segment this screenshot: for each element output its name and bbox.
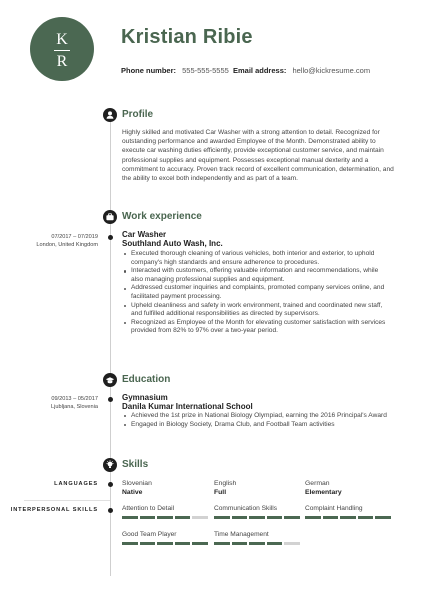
skill-rating-segment — [323, 516, 339, 519]
monogram-avatar — [30, 17, 94, 81]
skill-rating-segment — [340, 516, 356, 519]
skill-rating-segment — [157, 516, 173, 519]
list-item: Upheld cleanliness and safety in work environment, trained and coordinated new staff, and fulfilled additional responsibilities as directed by supervisors. — [122, 302, 390, 319]
monogram-initial-first: K — [56, 31, 68, 48]
monogram-initial-last: R — [56, 53, 68, 70]
skill-name: Attention to Detail — [122, 505, 175, 512]
briefcase-icon — [103, 210, 117, 224]
list-item: Engaged in Biology Society, Drama Club, and Football Team activities — [122, 421, 390, 430]
profile-person-icon — [103, 108, 117, 122]
work-dates: 07/2017 – 07/2019 — [51, 234, 98, 240]
education-location: Ljubljana, Slovenia — [51, 404, 98, 410]
skill-rating-segment — [375, 516, 391, 519]
education-timeline-dot — [108, 397, 113, 402]
work-location: London, United Kingdom — [36, 242, 98, 248]
profile-heading: Profile — [122, 109, 154, 120]
languages-label: LANGUAGES — [54, 481, 98, 487]
skill-rating-segment — [284, 516, 300, 519]
skill-name: Complaint Handling — [305, 505, 363, 512]
profile-summary: Highly skilled and motivated Car Washer with a strong attention to detail. Recognized for outstanding performance and awarded Employee of the Month. Demonstrated ability to execute car washing duties efficiently, provide exceptional customer service, and maintain professional supplies and equipment. Possesses exceptional manual dexterity and a commitment to accuracy. Proven track record of excellent communication, determination, and the ability to excel both independently and as part of a team. — [122, 129, 394, 183]
skill-rating-segment — [157, 542, 173, 545]
work-bullet-list — [122, 250, 390, 336]
skill-rating-segment — [284, 542, 300, 545]
education-dates: 09/2013 – 05/2017 — [51, 396, 98, 402]
language-name: English — [214, 480, 237, 487]
list-item: Recognized as Employee of the Month for elevating customer satisfaction with services provided from 82% to 97% over a two-year period. — [122, 319, 390, 336]
skill-rating-bar — [305, 516, 391, 519]
skill-rating-segment — [122, 542, 138, 545]
education-bullet-list — [122, 412, 390, 429]
language-item — [214, 479, 236, 497]
skill-rating-bar — [214, 516, 300, 519]
skill-rating-segment — [249, 516, 265, 519]
email-value[interactable]: hello@kickresume.com — [292, 66, 371, 75]
skill-rating-segment — [267, 516, 283, 519]
skill-rating-segment — [249, 542, 265, 545]
list-item: Addressed customer inquiries and complaints, promoted company services online, and facilitated payment processing. — [122, 284, 390, 301]
skill-rating-bar — [122, 516, 208, 519]
skill-rating-segment — [175, 516, 191, 519]
skills-divider — [24, 500, 110, 501]
education-heading: Education — [122, 374, 171, 385]
skill-rating-segment — [214, 542, 230, 545]
degree-title: Gymnasium — [122, 393, 168, 402]
email-contact — [233, 66, 370, 75]
phone-value: 555-555-5555 — [182, 66, 229, 75]
skill-rating-segment — [140, 516, 156, 519]
work-timeline-dot — [108, 235, 113, 240]
language-level: Elementary — [305, 489, 342, 496]
skill-name: Time Management — [214, 531, 269, 538]
skill-rating-segment — [232, 542, 248, 545]
skill-rating-segment — [305, 516, 321, 519]
interpersonal-label: INTERPERSONAL SKILLS — [10, 507, 98, 513]
list-item: Executed thorough cleaning of various vehicles, both interior and exterior, to uphold company's high standards and ensure adherence to procedures. — [122, 250, 390, 267]
skill-name: Communication Skills — [214, 505, 278, 512]
language-level: Full — [214, 489, 227, 496]
skill-rating-segment — [140, 542, 156, 545]
job-company: Southland Auto Wash, Inc. — [122, 239, 223, 248]
skill-rating-bar — [122, 542, 208, 545]
skill-name: Good Team Player — [122, 531, 177, 538]
interpersonal-timeline-dot — [108, 508, 113, 513]
work-heading: Work experience — [122, 211, 202, 222]
timeline-line — [110, 114, 111, 576]
skills-bulb-icon — [103, 458, 117, 472]
school-name: Danila Kumar International School — [122, 402, 253, 411]
job-title: Car Washer — [122, 230, 167, 239]
candidate-name: Kristian Ribie — [121, 26, 253, 48]
skill-rating-segment — [267, 542, 283, 545]
monogram-divider — [54, 50, 70, 51]
list-item: Achieved the 1st prize in National Biology Olympiad, earning the 2016 Principal's Award — [122, 412, 390, 421]
language-item — [122, 479, 152, 497]
skill-rating-segment — [122, 516, 138, 519]
language-level: Native — [122, 489, 143, 496]
skill-rating-segment — [175, 542, 191, 545]
graduation-cap-icon — [103, 373, 117, 387]
phone-label: Phone number: — [121, 66, 177, 75]
language-item — [305, 479, 342, 497]
skill-rating-segment — [358, 516, 374, 519]
skill-rating-segment — [214, 516, 230, 519]
phone-contact — [121, 66, 229, 75]
skill-rating-bar — [214, 542, 300, 545]
language-name: German — [305, 480, 330, 487]
skill-rating-segment — [232, 516, 248, 519]
skills-heading: Skills — [122, 459, 149, 470]
list-item: Interacted with customers, offering valuable information and recommendations, while also managing professional supplies and equipment. — [122, 267, 390, 284]
skill-rating-segment — [192, 516, 208, 519]
language-name: Slovenian — [122, 480, 152, 487]
languages-timeline-dot — [108, 482, 113, 487]
skill-rating-segment — [192, 542, 208, 545]
email-label: Email address: — [233, 66, 287, 75]
